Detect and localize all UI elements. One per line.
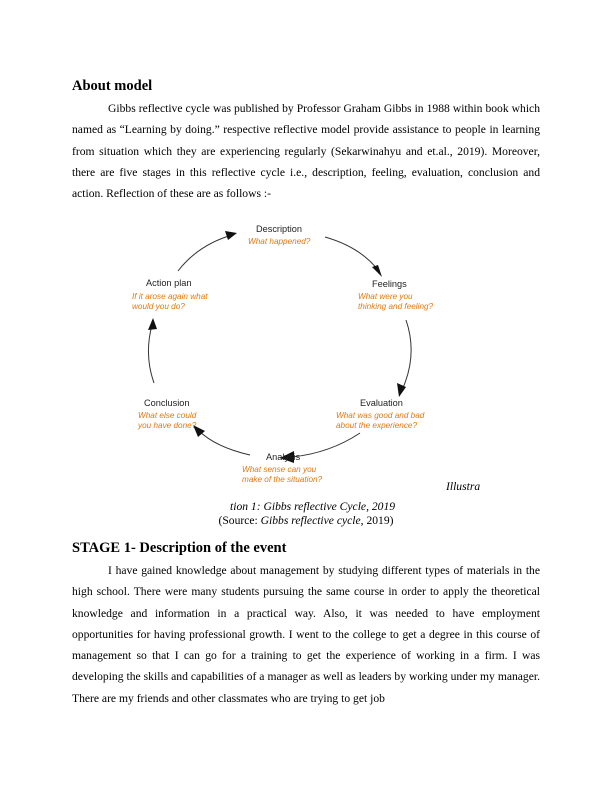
figure-label-fragment: Illustra	[446, 480, 481, 493]
arrowhead-feelings	[372, 265, 382, 277]
source-suffix: , 2019)	[360, 514, 394, 527]
arc-evaluation-analysis	[292, 433, 360, 457]
node-analysis-question-1: What sense can you	[242, 465, 317, 474]
node-feelings-question-2: thinking and feeling?	[358, 302, 434, 311]
node-conclusion-title: Conclusion	[144, 398, 190, 408]
node-action-plan-question-1: If it arose again what	[132, 292, 208, 301]
node-feelings-title: Feelings	[372, 279, 407, 289]
figure-source	[0, 514, 612, 527]
section-heading-about: About model	[72, 78, 153, 94]
figure-caption-clipped	[230, 496, 430, 513]
node-analysis-title: Analysis	[266, 452, 301, 462]
node-description-title: Description	[256, 224, 302, 234]
node-description-question: What happened?	[248, 237, 311, 246]
section-heading-stage-1: STAGE 1- Description of the event	[72, 540, 287, 556]
source-title: Gibbs reflective cycle	[260, 514, 361, 527]
arrowhead-description	[225, 231, 237, 240]
node-action-plan-question-2: would you do?	[132, 302, 185, 311]
arc-feelings-evaluation	[402, 320, 411, 390]
arc-conclusion-action	[148, 325, 154, 383]
gibbs-cycle-diagram	[120, 215, 460, 505]
node-action-plan-title: Action plan	[146, 278, 192, 288]
arrowhead-action	[148, 318, 157, 330]
source-prefix: (Source:	[218, 514, 261, 527]
node-conclusion-question-2: you have done?	[138, 421, 197, 430]
node-feelings-question-1: What were you	[358, 292, 413, 301]
arrowhead-evaluation	[397, 383, 406, 397]
about-paragraph: Gibbs reflective cycle was published by Professor Graham Gibbs in 1988 within book which named as “Learning by doing.” respective reflective model provide assistance to people in learning from situation which they are experiencing regularly (Sekarwinahyu and et.al., 2019). Moreover, there are five stages in this reflective cycle i.e., description, feeling, evaluation, conclusion and action. Reflection of these are as follows :-	[72, 102, 540, 201]
node-evaluation-question-2: about the experience?	[336, 421, 418, 430]
node-conclusion-question-1: What else could	[138, 411, 197, 420]
node-analysis-question-2: make of the situation?	[242, 475, 323, 484]
figure-caption-text: tion 1: Gibbs reflective Cycle, 2019	[230, 500, 396, 513]
stage-1-paragraph: I have gained knowledge about management by studying different types of materials in the high school. There were many students pursuing the same course in order to apply the theoretical knowledge and information in a practical way. Also, it was needed to have employment opportunities for having professional growth. I went to the college to get a degree in this course of management so that I can go for a training to get the experience of working in a firm. I was developing the skills and capabilities of a manager as well as leaders by working under my manager. There are my friends and other classmates who are trying to get job	[72, 564, 540, 705]
node-evaluation-question-1: What was good and bad	[336, 411, 425, 420]
arc-description-feelings	[325, 237, 378, 270]
node-evaluation-title: Evaluation	[360, 398, 403, 408]
arc-analysis-conclusion	[198, 430, 250, 455]
arc-action-description	[178, 235, 232, 271]
